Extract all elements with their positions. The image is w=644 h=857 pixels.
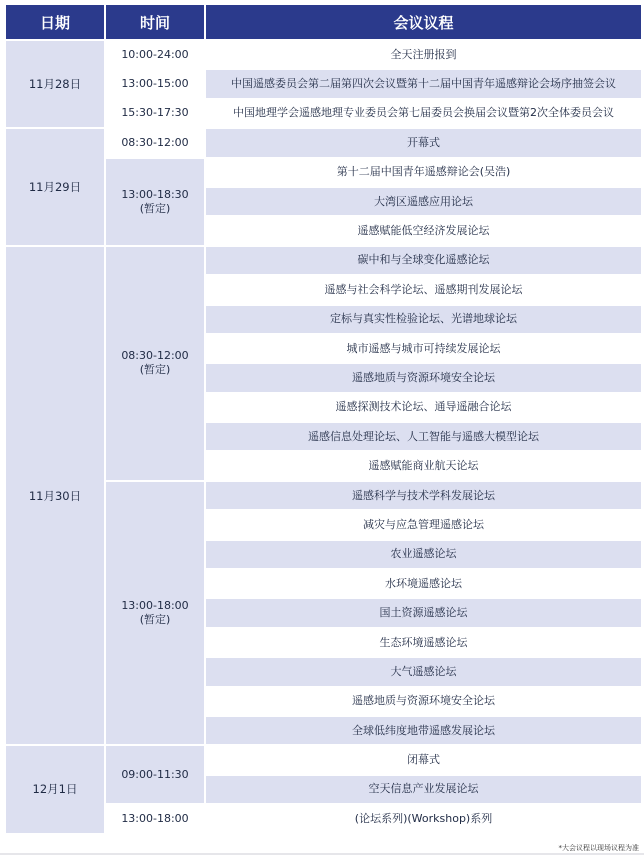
agenda-body [6,41,641,833]
agenda-item: 闭幕式 [206,746,641,773]
agenda-item: 遥感赋能商业航天论坛 [206,452,641,479]
agenda-item: 遥感科学与技术学科发展论坛 [206,482,641,509]
agenda-item: 第十二届中国青年遥感辩论会(吴浩) [206,159,641,186]
time-range: 09:00-11:30 [121,767,189,781]
header-row [6,5,641,39]
table-row [6,129,641,156]
time-range: 13:00-18:30 [121,187,189,201]
agenda-table-container [4,3,641,835]
agenda-item: 减灾与应急管理遥感论坛 [206,511,641,538]
agenda-table [4,3,643,835]
agenda-item: 遥感信息处理论坛、人工智能与遥感大模型论坛 [206,423,641,450]
day-date-cell: 11月30日 [6,247,104,745]
time-slot-cell [106,247,204,480]
table-row [6,247,641,274]
time-range: 08:30-12:00 [121,349,189,363]
agenda-item: 碳中和与全球变化遥感论坛 [206,247,641,274]
header-time: 时间 [106,5,204,39]
agenda-item: 空天信息产业发展论坛 [206,776,641,803]
agenda-item: 开幕式 [206,129,641,156]
agenda-item: 生态环境遥感论坛 [206,629,641,656]
time-slot-cell [106,805,204,832]
agenda-item: 中国地理学会遥感地理专业委员会第七届委员会换届会议暨第2次全体委员会议 [206,100,641,127]
agenda-item: 遥感地质与资源环境安全论坛 [206,688,641,715]
time-slot-cell [106,482,204,745]
table-row [6,41,641,68]
agenda-item: 大气遥感论坛 [206,658,641,685]
agenda-item: 遥感与社会科学论坛、遥感期刊发展论坛 [206,276,641,303]
day-date-cell: 11月28日 [6,41,104,127]
agenda-item: 国土资源遥感论坛 [206,599,641,626]
time-slot-cell [106,100,204,127]
footnote: *大会议程以现场议程为准 [558,844,639,852]
time-range: 08:30-12:00 [121,135,189,149]
time-note: (暂定) [139,613,171,627]
time-range: 10:00-24:00 [121,47,189,61]
agenda-item: 城市遥感与城市可持续发展论坛 [206,335,641,362]
agenda-item: 大湾区遥感应用论坛 [206,188,641,215]
agenda-item: 中国遥感委员会第二届第四次会议暨第十二届中国青年遥感辩论会场序抽签会议 [206,70,641,97]
agenda-item: 农业遥感论坛 [206,541,641,568]
day-date-cell: 11月29日 [6,129,104,245]
header-agenda: 会议议程 [206,5,641,39]
time-slot-cell [106,746,204,803]
day-date-cell: 12月1日 [6,746,104,832]
table-row [6,746,641,773]
time-range: 15:30-17:30 [121,106,189,120]
agenda-item: 全球低纬度地带遥感发展论坛 [206,717,641,744]
time-note: (暂定) [139,201,171,215]
agenda-item: 水环境遥感论坛 [206,570,641,597]
time-range: 13:00-18:00 [121,811,189,825]
time-slot-cell [106,159,204,245]
time-range: 13:00-15:00 [121,77,189,91]
time-slot-cell [106,70,204,97]
bottom-divider [0,853,644,855]
header-date: 日期 [6,5,104,39]
agenda-item: (论坛系列)(Workshop)系列 [206,805,641,832]
time-slot-cell [106,41,204,68]
agenda-item: 定标与真实性检验论坛、光谱地球论坛 [206,306,641,333]
agenda-item: 全天注册报到 [206,41,641,68]
time-range: 13:00-18:00 [121,599,189,613]
agenda-item: 遥感地质与资源环境安全论坛 [206,364,641,391]
time-slot-cell [106,129,204,156]
agenda-item: 遥感探测技术论坛、通导遥融合论坛 [206,394,641,421]
agenda-item: 遥感赋能低空经济发展论坛 [206,217,641,244]
time-note: (暂定) [139,363,171,377]
